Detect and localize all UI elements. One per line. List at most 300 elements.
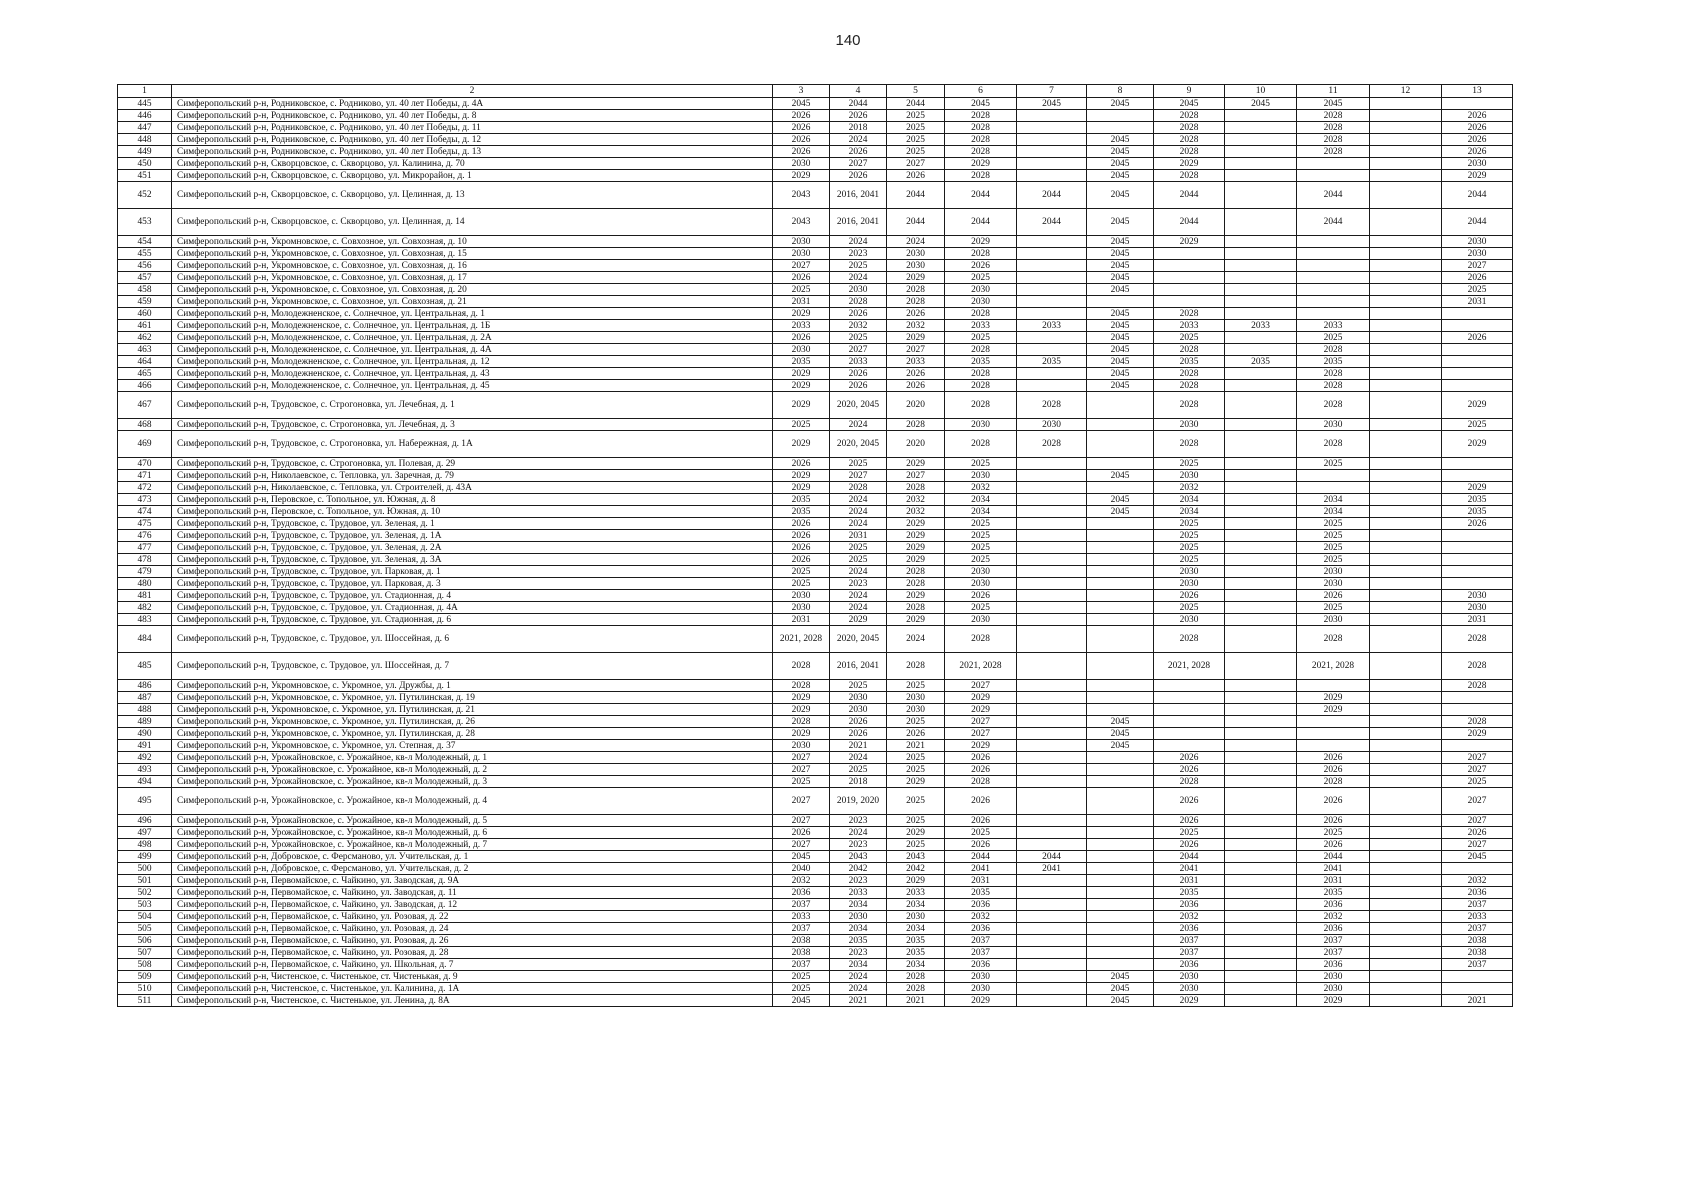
table-row [118, 392, 1513, 419]
year-cell [1225, 851, 1297, 863]
year-cell: 2033 [1154, 320, 1225, 332]
year-cell [1017, 971, 1087, 983]
year-cell: 2026 [945, 764, 1017, 776]
year-cell [1225, 260, 1297, 272]
year-cell: 2036 [1297, 899, 1370, 911]
year-cell [1370, 209, 1442, 236]
table-row [118, 272, 1513, 284]
year-cell: 2036 [1154, 959, 1225, 971]
year-cell: 2028 [830, 482, 887, 494]
year-cell [1225, 296, 1297, 308]
year-cell [1017, 752, 1087, 764]
year-cell [1154, 680, 1225, 692]
row-number-cell: 465 [118, 368, 172, 380]
year-cell [1087, 827, 1154, 839]
year-cell: 2030 [1154, 578, 1225, 590]
year-cell [1154, 692, 1225, 704]
year-cell [1225, 530, 1297, 542]
table-row [118, 911, 1513, 923]
year-cell: 2027 [830, 158, 887, 170]
table-row [118, 122, 1513, 134]
year-cell [1225, 626, 1297, 653]
year-cell [1017, 236, 1087, 248]
year-cell: 2021 [1442, 995, 1513, 1007]
year-cell: 2026 [1297, 788, 1370, 815]
year-cell: 2027 [1442, 839, 1513, 851]
year-cell: 2025 [1297, 458, 1370, 470]
year-cell: 2028 [945, 308, 1017, 320]
year-cell: 2041 [1297, 863, 1370, 875]
year-cell [1370, 419, 1442, 431]
year-cell: 2030 [1442, 248, 1513, 260]
year-cell [1087, 590, 1154, 602]
table-row [118, 320, 1513, 332]
year-cell: 2025 [1154, 542, 1225, 554]
year-cell [1297, 260, 1370, 272]
year-cell [1087, 578, 1154, 590]
year-cell: 2029 [887, 554, 945, 566]
year-cell: 2023 [830, 875, 887, 887]
year-cell: 2025 [887, 839, 945, 851]
year-cell [1087, 122, 1154, 134]
year-cell [1442, 740, 1513, 752]
address-cell: Симферопольский р-н, Трудовское, с. Трудовое, ул. Парковая, д. 1 [172, 566, 773, 578]
year-cell [1087, 542, 1154, 554]
year-cell: 2029 [887, 875, 945, 887]
year-cell [1225, 935, 1297, 947]
year-cell: 2027 [830, 344, 887, 356]
row-number-cell: 478 [118, 554, 172, 566]
year-cell: 2037 [945, 935, 1017, 947]
year-cell: 2030 [1154, 614, 1225, 626]
year-cell: 2025 [1297, 332, 1370, 344]
year-cell: 2025 [945, 602, 1017, 614]
row-number-cell: 483 [118, 614, 172, 626]
year-cell [1017, 458, 1087, 470]
year-cell [1154, 296, 1225, 308]
year-cell: 2045 [1087, 344, 1154, 356]
year-cell: 2030 [945, 983, 1017, 995]
row-number-cell: 500 [118, 863, 172, 875]
year-cell: 2044 [945, 209, 1017, 236]
table-row [118, 971, 1513, 983]
year-cell: 2030 [1442, 158, 1513, 170]
year-cell: 2026 [830, 380, 887, 392]
table-row [118, 530, 1513, 542]
year-cell: 2026 [773, 518, 830, 530]
table-row [118, 134, 1513, 146]
year-cell: 2029 [773, 470, 830, 482]
year-cell: 2037 [773, 923, 830, 935]
year-cell: 2025 [945, 458, 1017, 470]
year-cell: 2045 [1087, 470, 1154, 482]
year-cell: 2026 [945, 590, 1017, 602]
year-cell: 2045 [1442, 851, 1513, 863]
row-number-cell: 497 [118, 827, 172, 839]
table-row [118, 506, 1513, 518]
year-cell: 2044 [830, 98, 887, 110]
year-cell: 2026 [887, 308, 945, 320]
year-cell: 2028 [887, 578, 945, 590]
year-cell [1225, 470, 1297, 482]
address-cell: Симферопольский р-н, Первомайское, с. Чайкино, ул. Розовая, д. 28 [172, 947, 773, 959]
year-cell: 2028 [1297, 344, 1370, 356]
year-cell [1370, 146, 1442, 158]
year-cell: 2032 [773, 875, 830, 887]
year-cell: 2028 [887, 566, 945, 578]
year-cell: 2035 [1297, 356, 1370, 368]
year-cell [1297, 170, 1370, 182]
address-cell: Симферопольский р-н, Трудовское, с. Трудовое, ул. Шоссейная, д. 6 [172, 626, 773, 653]
year-cell: 2025 [945, 518, 1017, 530]
year-cell: 2036 [945, 959, 1017, 971]
year-cell: 2030 [773, 158, 830, 170]
year-cell [1017, 332, 1087, 344]
row-number-cell: 481 [118, 590, 172, 602]
year-cell [1017, 827, 1087, 839]
year-cell: 2028 [1442, 716, 1513, 728]
table-row [118, 419, 1513, 431]
year-cell: 2028 [773, 653, 830, 680]
year-cell [1225, 776, 1297, 788]
year-cell [1225, 704, 1297, 716]
address-cell: Симферопольский р-н, Урожайновское, с. Урожайное, кв-л Молодежный, д. 3 [172, 776, 773, 788]
year-cell [1225, 554, 1297, 566]
year-cell [1017, 875, 1087, 887]
year-cell: 2024 [830, 983, 887, 995]
table-row [118, 815, 1513, 827]
year-cell [1225, 158, 1297, 170]
year-cell [1087, 110, 1154, 122]
year-cell: 2030 [830, 704, 887, 716]
year-cell [1297, 284, 1370, 296]
year-cell: 2029 [830, 614, 887, 626]
row-number-cell: 484 [118, 626, 172, 653]
year-cell: 2028 [1154, 626, 1225, 653]
year-cell: 2024 [830, 602, 887, 614]
year-cell [1370, 320, 1442, 332]
year-cell: 2016, 2041 [830, 182, 887, 209]
year-cell [1225, 590, 1297, 602]
year-cell: 2045 [1017, 98, 1087, 110]
year-cell: 2037 [1442, 959, 1513, 971]
year-cell: 2045 [1087, 209, 1154, 236]
column-header: 1 [118, 85, 172, 98]
address-cell: Симферопольский р-н, Укромновское, с. Укромное, ул. Дружбы, д. 1 [172, 680, 773, 692]
year-cell: 2045 [1087, 320, 1154, 332]
year-cell: 2028 [945, 170, 1017, 182]
year-cell [1225, 458, 1297, 470]
column-header: 6 [945, 85, 1017, 98]
year-cell: 2025 [773, 419, 830, 431]
year-cell: 2026 [945, 752, 1017, 764]
address-cell: Симферопольский р-н, Перовское, с. Топольное, ул. Южная, д. 8 [172, 494, 773, 506]
year-cell: 2045 [1087, 308, 1154, 320]
year-cell: 2025 [887, 815, 945, 827]
year-cell: 2028 [1442, 626, 1513, 653]
year-cell: 2045 [1087, 494, 1154, 506]
year-cell [1225, 518, 1297, 530]
year-cell: 2024 [830, 518, 887, 530]
column-header: 11 [1297, 85, 1370, 98]
year-cell [1017, 716, 1087, 728]
row-number-cell: 450 [118, 158, 172, 170]
year-cell: 2025 [1442, 419, 1513, 431]
year-cell: 2026 [830, 170, 887, 182]
year-cell: 2030 [1442, 602, 1513, 614]
year-cell [1370, 296, 1442, 308]
address-cell: Симферопольский р-н, Первомайское, с. Чайкино, ул. Заводская, д. 9А [172, 875, 773, 887]
year-cell [1370, 122, 1442, 134]
year-cell: 2028 [1442, 653, 1513, 680]
year-cell: 2028 [945, 146, 1017, 158]
year-cell: 2043 [773, 209, 830, 236]
year-cell: 2028 [945, 248, 1017, 260]
year-cell [1225, 815, 1297, 827]
year-cell [1370, 851, 1442, 863]
year-cell [1370, 863, 1442, 875]
year-cell: 2044 [1442, 209, 1513, 236]
year-cell: 2029 [773, 170, 830, 182]
row-number-cell: 445 [118, 98, 172, 110]
year-cell: 2033 [830, 356, 887, 368]
year-cell: 2029 [887, 458, 945, 470]
year-cell [1442, 380, 1513, 392]
year-cell: 2029 [773, 482, 830, 494]
table-row [118, 356, 1513, 368]
year-cell: 2026 [1442, 332, 1513, 344]
year-cell: 2032 [887, 320, 945, 332]
year-cell: 2028 [1297, 776, 1370, 788]
year-cell [1017, 470, 1087, 482]
year-cell [1087, 851, 1154, 863]
year-cell [1370, 110, 1442, 122]
year-cell: 2029 [1442, 170, 1513, 182]
year-cell [1225, 110, 1297, 122]
year-cell [1017, 146, 1087, 158]
year-cell: 2035 [945, 887, 1017, 899]
year-cell: 2023 [830, 815, 887, 827]
row-number-cell: 505 [118, 923, 172, 935]
table-row [118, 728, 1513, 740]
year-cell: 2026 [773, 122, 830, 134]
year-cell: 2028 [887, 419, 945, 431]
year-cell: 2028 [1297, 146, 1370, 158]
year-cell [1017, 158, 1087, 170]
year-cell [1087, 653, 1154, 680]
year-cell [1225, 692, 1297, 704]
year-cell: 2020, 2045 [830, 392, 887, 419]
year-cell: 2019, 2020 [830, 788, 887, 815]
column-header: 2 [172, 85, 773, 98]
year-cell [1225, 947, 1297, 959]
year-cell [1017, 680, 1087, 692]
year-cell: 2044 [887, 98, 945, 110]
year-cell [1017, 272, 1087, 284]
year-cell [1297, 680, 1370, 692]
table-row [118, 959, 1513, 971]
year-cell: 2025 [945, 542, 1017, 554]
row-number-cell: 470 [118, 458, 172, 470]
year-cell: 2044 [1154, 182, 1225, 209]
year-cell: 2029 [945, 158, 1017, 170]
table-row [118, 680, 1513, 692]
year-cell [1225, 887, 1297, 899]
year-cell: 2025 [887, 134, 945, 146]
address-cell: Симферопольский р-н, Чистенское, с. Чистенькое, ул. Калинина, д. 1А [172, 983, 773, 995]
year-cell: 2028 [887, 296, 945, 308]
year-cell: 2030 [1297, 983, 1370, 995]
year-cell [1087, 458, 1154, 470]
year-cell [1225, 122, 1297, 134]
table-row [118, 554, 1513, 566]
year-cell [1087, 788, 1154, 815]
address-cell: Симферопольский р-н, Первомайское, с. Чайкино, ул. Розовая, д. 24 [172, 923, 773, 935]
row-number-cell: 479 [118, 566, 172, 578]
year-cell: 2044 [887, 182, 945, 209]
year-cell: 2025 [945, 827, 1017, 839]
year-cell: 2029 [773, 692, 830, 704]
year-cell: 2026 [1442, 272, 1513, 284]
year-cell: 2026 [887, 728, 945, 740]
year-cell [1154, 284, 1225, 296]
year-cell: 2033 [1225, 320, 1297, 332]
year-cell [1370, 959, 1442, 971]
year-cell: 2045 [1087, 248, 1154, 260]
year-cell: 2030 [830, 692, 887, 704]
year-cell [1225, 971, 1297, 983]
year-cell: 2028 [887, 482, 945, 494]
table-row [118, 827, 1513, 839]
year-cell: 2021, 2028 [773, 626, 830, 653]
year-cell [1017, 815, 1087, 827]
year-cell: 2030 [887, 704, 945, 716]
year-cell: 2025 [773, 566, 830, 578]
year-cell [1297, 716, 1370, 728]
year-cell [1017, 368, 1087, 380]
year-cell: 2026 [773, 332, 830, 344]
year-cell: 2038 [1442, 935, 1513, 947]
table-row [118, 839, 1513, 851]
year-cell [1370, 947, 1442, 959]
year-cell [1225, 431, 1297, 458]
year-cell: 2045 [1087, 170, 1154, 182]
row-number-cell: 485 [118, 653, 172, 680]
year-cell [1370, 554, 1442, 566]
year-cell: 2029 [945, 995, 1017, 1007]
year-cell [1154, 260, 1225, 272]
year-cell: 2045 [1087, 332, 1154, 344]
year-cell: 2045 [773, 995, 830, 1007]
year-cell: 2016, 2041 [830, 653, 887, 680]
address-cell: Симферопольский р-н, Молодежненское, с. Солнечное, ул. Центральная, д. 4А [172, 344, 773, 356]
address-cell: Симферопольский р-н, Первомайское, с. Чайкино, ул. Заводская, д. 11 [172, 887, 773, 899]
year-cell: 2035 [945, 356, 1017, 368]
year-cell: 2045 [1225, 98, 1297, 110]
year-cell [1087, 680, 1154, 692]
year-cell [1442, 530, 1513, 542]
year-cell [1297, 236, 1370, 248]
year-cell [1370, 983, 1442, 995]
year-cell: 2028 [1442, 680, 1513, 692]
column-header: 4 [830, 85, 887, 98]
year-cell [1154, 272, 1225, 284]
year-cell [1087, 518, 1154, 530]
year-cell: 2029 [1154, 995, 1225, 1007]
year-cell [1017, 839, 1087, 851]
year-cell: 2028 [1017, 392, 1087, 419]
year-cell [1225, 788, 1297, 815]
year-cell: 2045 [1087, 98, 1154, 110]
year-cell [1297, 728, 1370, 740]
year-cell: 2033 [1017, 320, 1087, 332]
address-cell: Симферопольский р-н, Молодежненское, с. Солнечное, ул. Центральная, д. 1Б [172, 320, 773, 332]
year-cell: 2025 [1154, 332, 1225, 344]
year-cell [1017, 899, 1087, 911]
year-cell: 2038 [1442, 947, 1513, 959]
year-cell: 2025 [773, 776, 830, 788]
year-cell: 2029 [1442, 431, 1513, 458]
year-cell: 2045 [1087, 983, 1154, 995]
year-cell: 2027 [1442, 752, 1513, 764]
year-cell [1087, 899, 1154, 911]
year-cell: 2025 [1297, 602, 1370, 614]
year-cell: 2030 [1154, 566, 1225, 578]
year-cell: 2029 [773, 380, 830, 392]
address-cell: Симферопольский р-н, Трудовское, с. Трудовое, ул. Зеленая, д. 2А [172, 542, 773, 554]
row-number-cell: 464 [118, 356, 172, 368]
year-cell: 2035 [1297, 887, 1370, 899]
year-cell: 2025 [887, 788, 945, 815]
year-cell: 2027 [1442, 764, 1513, 776]
year-cell: 2020, 2045 [830, 431, 887, 458]
row-number-cell: 498 [118, 839, 172, 851]
table-row [118, 590, 1513, 602]
table-row [118, 788, 1513, 815]
year-cell: 2032 [887, 506, 945, 518]
table-row [118, 995, 1513, 1007]
row-number-cell: 448 [118, 134, 172, 146]
year-cell: 2025 [945, 530, 1017, 542]
row-number-cell: 451 [118, 170, 172, 182]
year-cell [1370, 815, 1442, 827]
year-cell: 2030 [945, 296, 1017, 308]
year-cell [1225, 959, 1297, 971]
year-cell [1297, 308, 1370, 320]
row-number-cell: 495 [118, 788, 172, 815]
address-cell: Симферопольский р-н, Укромновское, с. Укромное, ул. Путилинская, д. 21 [172, 704, 773, 716]
year-cell: 2026 [945, 788, 1017, 815]
year-cell: 2030 [945, 284, 1017, 296]
year-cell: 2027 [1442, 260, 1513, 272]
table-row [118, 308, 1513, 320]
year-cell: 2026 [830, 728, 887, 740]
year-cell [1087, 863, 1154, 875]
year-cell: 2045 [1087, 971, 1154, 983]
page-number: 140 [835, 32, 861, 49]
year-cell: 2034 [830, 959, 887, 971]
year-cell: 2044 [1017, 851, 1087, 863]
year-cell [1017, 566, 1087, 578]
row-number-cell: 477 [118, 542, 172, 554]
year-cell: 2030 [887, 248, 945, 260]
year-cell: 2026 [1442, 122, 1513, 134]
year-cell [1017, 260, 1087, 272]
year-cell [1370, 875, 1442, 887]
year-cell: 2030 [945, 470, 1017, 482]
year-cell: 2025 [830, 332, 887, 344]
row-number-cell: 471 [118, 470, 172, 482]
